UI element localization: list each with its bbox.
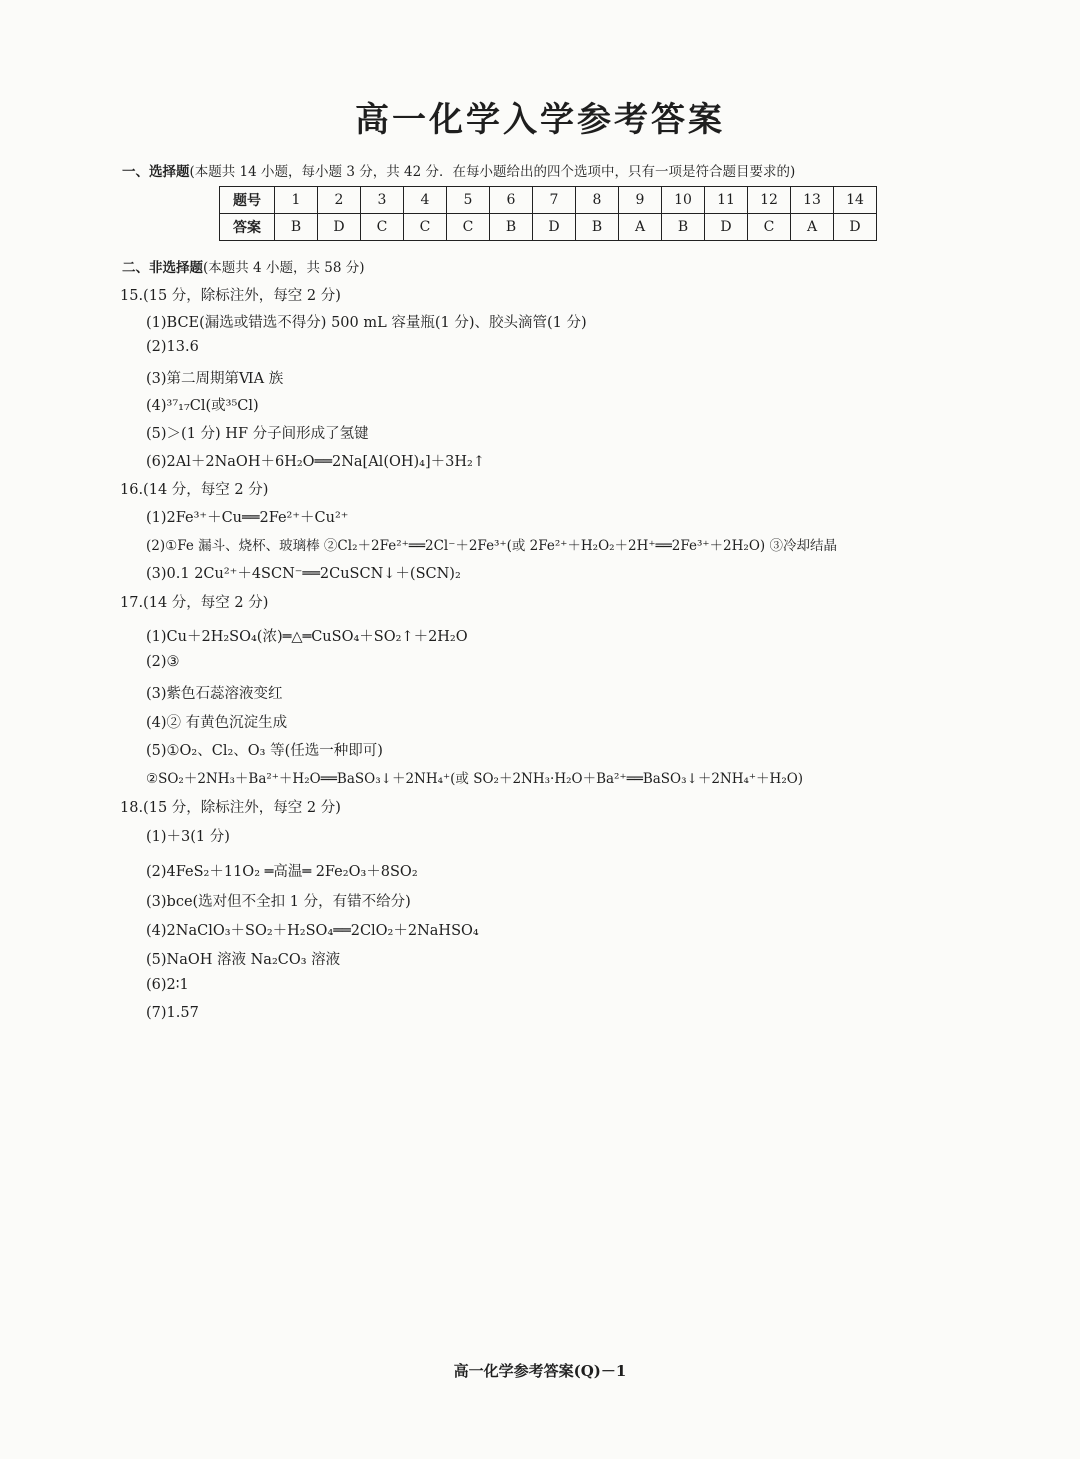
answer-cell: D [834,214,877,241]
q18-answer-1: (1)＋3(1 分) [146,829,230,845]
section1-heading [122,160,982,180]
q18-answer-5: (5)NaOH 溶液 Na₂CO₃ 溶液 [146,952,341,968]
section2-note: (本题共 4 小题，共 58 分) [203,260,365,276]
q18-answer-4: (4)2NaClO₃＋SO₂＋H₂SO₄══2ClO₂＋2NaHSO₄ [146,923,479,939]
question-number-cell: 11 [705,187,748,214]
section2-title: 二、非选择题 [122,260,203,276]
answer-cell: B [662,214,705,241]
answer-cell: B [576,214,619,241]
answer-cell: C [361,214,404,241]
q17-answer-1: (1)Cu＋2H₂SO₄(浓)═△═CuSO₄＋SO₂↑＋2H₂O [146,629,468,645]
answer-cell: D [533,214,576,241]
q16-answer-1: (1)2Fe³⁺＋Cu══2Fe²⁺＋Cu²⁺ [146,510,349,526]
answer-cell: D [318,214,361,241]
answer-cell: C [404,214,447,241]
q18-header: 18.(15 分，除标注外，每空 2 分) [120,800,341,816]
q15-answer-3: (3)第二周期第ⅥA 族 [146,371,284,387]
question-number-cell: 9 [619,187,662,214]
row-label-answer: 答案 [220,214,275,241]
section1-title: 一、选择题 [122,164,190,180]
question-number-cell: 14 [834,187,877,214]
q15-answer-6: (6)2Al＋2NaOH＋6H₂O══2Na[Al(OH)₄]＋3H₂↑ [146,454,485,470]
q18-answer-3: (3)bce(选对但不全扣 1 分，有错不给分) [146,894,411,910]
row-label-number: 题号 [220,187,275,214]
answer-cell: A [791,214,834,241]
q15-answer-2: (2)13.6 [146,339,199,355]
question-number-cell: 5 [447,187,490,214]
question-number-cell: 10 [662,187,705,214]
question-number-cell: 2 [318,187,361,214]
question-number-cell: 4 [404,187,447,214]
q18-answer-2: (2)4FeS₂＋11O₂ ═高温═ 2Fe₂O₃＋8SO₂ [146,864,418,880]
section2-heading [122,256,364,276]
question-number-cell: 6 [490,187,533,214]
q17-answer-4: (4)② 有黄色沉淀生成 [146,715,288,731]
q18-answer-6: (6)2∶1 [146,977,189,993]
answer-cell: B [490,214,533,241]
q16-header: 16.(14 分，每空 2 分) [120,482,269,498]
multiple-choice-answer-table [219,186,877,241]
table-row-numbers [220,187,877,214]
question-number-cell: 13 [791,187,834,214]
q16-answer-3: (3)0.1 2Cu²⁺＋4SCN⁻══2CuSCN↓＋(SCN)₂ [146,566,461,582]
q17-answer-5: (5)①O₂、Cl₂、O₃ 等(任选一种即可) [146,743,383,759]
answer-cell: D [705,214,748,241]
q15-answer-4: (4)³⁷₁₇Cl(或³⁵Cl) [146,398,259,414]
answer-cell: C [748,214,791,241]
answer-cell: A [619,214,662,241]
q15-answer-1: (1)BCE(漏选或错选不得分) 500 mL 容量瓶(1 分)、胶头滴管(1 分) [146,315,587,331]
question-number-cell: 8 [576,187,619,214]
q18-answer-7: (7)1.57 [146,1005,199,1021]
question-number-cell: 12 [748,187,791,214]
answer-cell: B [275,214,318,241]
q15-header: 15.(15 分，除标注外，每空 2 分) [120,288,341,304]
question-number-cell: 1 [275,187,318,214]
q17-answer-2: (2)③ [146,654,180,670]
answer-cell: C [447,214,490,241]
page-title: 高一化学入学参考答案 [355,100,725,140]
section1-note: (本题共 14 小题，每小题 3 分，共 42 分．在每小题给出的四个选项中，只有一项是符合题目要求的) [189,164,796,180]
table-row-answers [220,214,877,241]
page-footer: 高一化学参考答案(Q)－1 [453,1362,627,1380]
question-number-cell: 3 [361,187,404,214]
q17-answer-6: ②SO₂＋2NH₃＋Ba²⁺＋H₂O══BaSO₃↓＋2NH₄⁺(或 SO₂＋2NH₃·H₂O＋Ba²⁺══BaSO₃↓＋2NH₄⁺＋H₂O) [146,771,804,787]
q17-answer-3: (3)紫色石蕊溶液变红 [146,686,283,702]
q15-answer-5: (5)＞(1 分) HF 分子间形成了氢键 [146,426,369,442]
q16-answer-2: (2)①Fe 漏斗、烧杯、玻璃棒 ②Cl₂＋2Fe²⁺══2Cl⁻＋2Fe³⁺(或 2Fe²⁺＋H₂O₂＋2H⁺══2Fe³⁺＋2H₂O) ③冷却结晶 [146,538,837,554]
q17-header: 17.(14 分，每空 2 分) [120,595,269,611]
question-number-cell: 7 [533,187,576,214]
